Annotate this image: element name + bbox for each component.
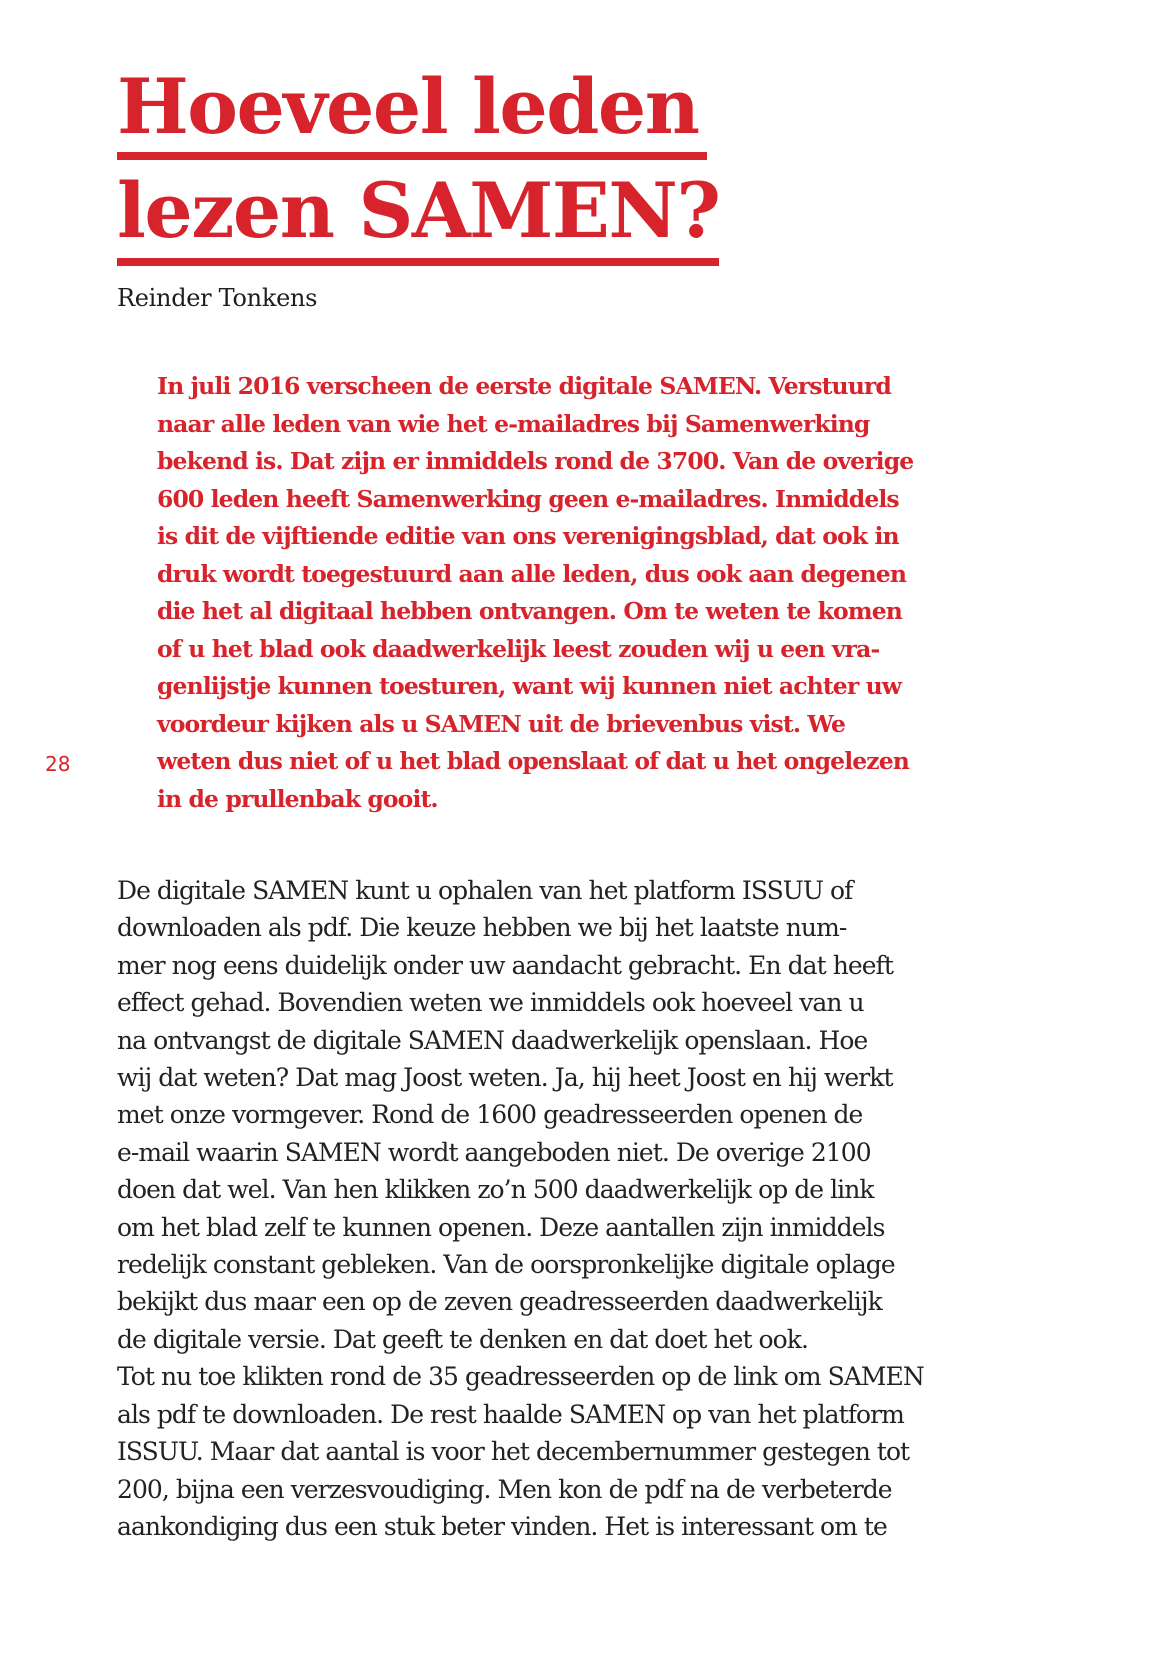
body-line: bekijkt dus maar een op de zeven geadresseerden daadwerkelijk bbox=[117, 1287, 882, 1317]
body-line: downloaden als pdf. Die keuze hebben we bij het laatste num- bbox=[117, 913, 847, 943]
body-line: de digitale versie. Dat geeft te denken en dat doet het ook. bbox=[117, 1324, 808, 1354]
body-line: om het blad zelf te kunnen openen. Deze aantallen zijn inmiddels bbox=[117, 1212, 885, 1242]
body-line: ISSUU. Maar dat aantal is voor het decembernummer gestegen tot bbox=[117, 1437, 910, 1467]
intro-line: die het al digitaal hebben ontvangen. Om te weten te komen bbox=[157, 597, 902, 625]
intro-line: 600 leden heeft Samenwerking geen e-mailadres. Inmiddels bbox=[157, 484, 899, 513]
intro-line: In juli 2016 verscheen de eerste digitale SAMEN. Verstuurd bbox=[157, 372, 891, 400]
intro-line: weten dus niet of u het blad openslaat of dat u het ongelezen bbox=[157, 747, 909, 775]
body-line: redelijk constant gebleken. Van de oorspronkelijke digitale oplage bbox=[117, 1250, 895, 1280]
intro-line: voordeur kijken als u SAMEN uit de brievenbus vist. We bbox=[157, 709, 846, 738]
title-line-1: Hoeveel leden bbox=[117, 62, 699, 151]
body-line: e-mail waarin SAMEN wordt aangeboden niet. De overige 2100 bbox=[117, 1137, 871, 1167]
body-line: effect gehad. Bovendien weten we inmiddels ook hoeveel van u bbox=[117, 988, 864, 1018]
intro-line: is dit de vijftiende editie van ons verenigingsblad, dat ook in bbox=[157, 522, 899, 550]
page-number: 28 bbox=[45, 752, 71, 776]
body-paragraph bbox=[117, 872, 997, 1545]
intro-line: bekend is. Dat zijn er inmiddels rond de 3700. Van de overige bbox=[157, 447, 914, 475]
body-line: 200, bijna een verzesvoudiging. Men kon de pdf na de verbeterde bbox=[117, 1474, 892, 1504]
body-line: als pdf te downloaden. De rest haalde SAMEN op van het platform bbox=[117, 1399, 904, 1429]
author-byline: Reinder Tonkens bbox=[117, 284, 318, 312]
title-line-2: lezen SAMEN? bbox=[117, 166, 720, 255]
intro-line: druk wordt toegestuurd aan alle leden, dus ook aan degenen bbox=[157, 559, 907, 588]
intro-line: in de prullenbak gooit. bbox=[157, 784, 438, 813]
body-line: wij dat weten? Dat mag Joost weten. Ja, hij heet Joost en hij werkt bbox=[117, 1063, 893, 1093]
body-line: met onze vormgever. Rond de 1600 geadresseerden openen de bbox=[117, 1100, 863, 1130]
body-line: Tot nu toe klikten rond de 35 geadresseerden op de link om SAMEN bbox=[117, 1362, 924, 1392]
article-title bbox=[117, 62, 719, 266]
body-line: aankondiging dus een stuk beter vinden. Het is interessant om te bbox=[117, 1511, 887, 1541]
body-line: doen dat wel. Van hen klikken zo’n 500 daadwerkelijk op de link bbox=[117, 1175, 874, 1205]
body-line: De digitale SAMEN kunt u ophalen van het platform ISSUU of bbox=[117, 876, 853, 905]
intro-line: of u het blad ook daadwerkelijk leest zouden wij u een vra- bbox=[157, 634, 880, 663]
body-line: mer nog eens duidelijk onder uw aandacht gebracht. En dat heeft bbox=[117, 950, 893, 980]
intro-line: genlijstje kunnen toesturen, want wij kunnen niet achter uw bbox=[157, 672, 902, 700]
title-underline-2 bbox=[117, 258, 719, 266]
intro-paragraph bbox=[157, 368, 977, 818]
intro-line: naar alle leden van wie het e-mailadres bij Samenwerking bbox=[157, 409, 870, 438]
title-underline-1 bbox=[117, 152, 707, 160]
body-line: na ontvangst de digitale SAMEN daadwerkelijk openslaan. Hoe bbox=[117, 1025, 868, 1055]
